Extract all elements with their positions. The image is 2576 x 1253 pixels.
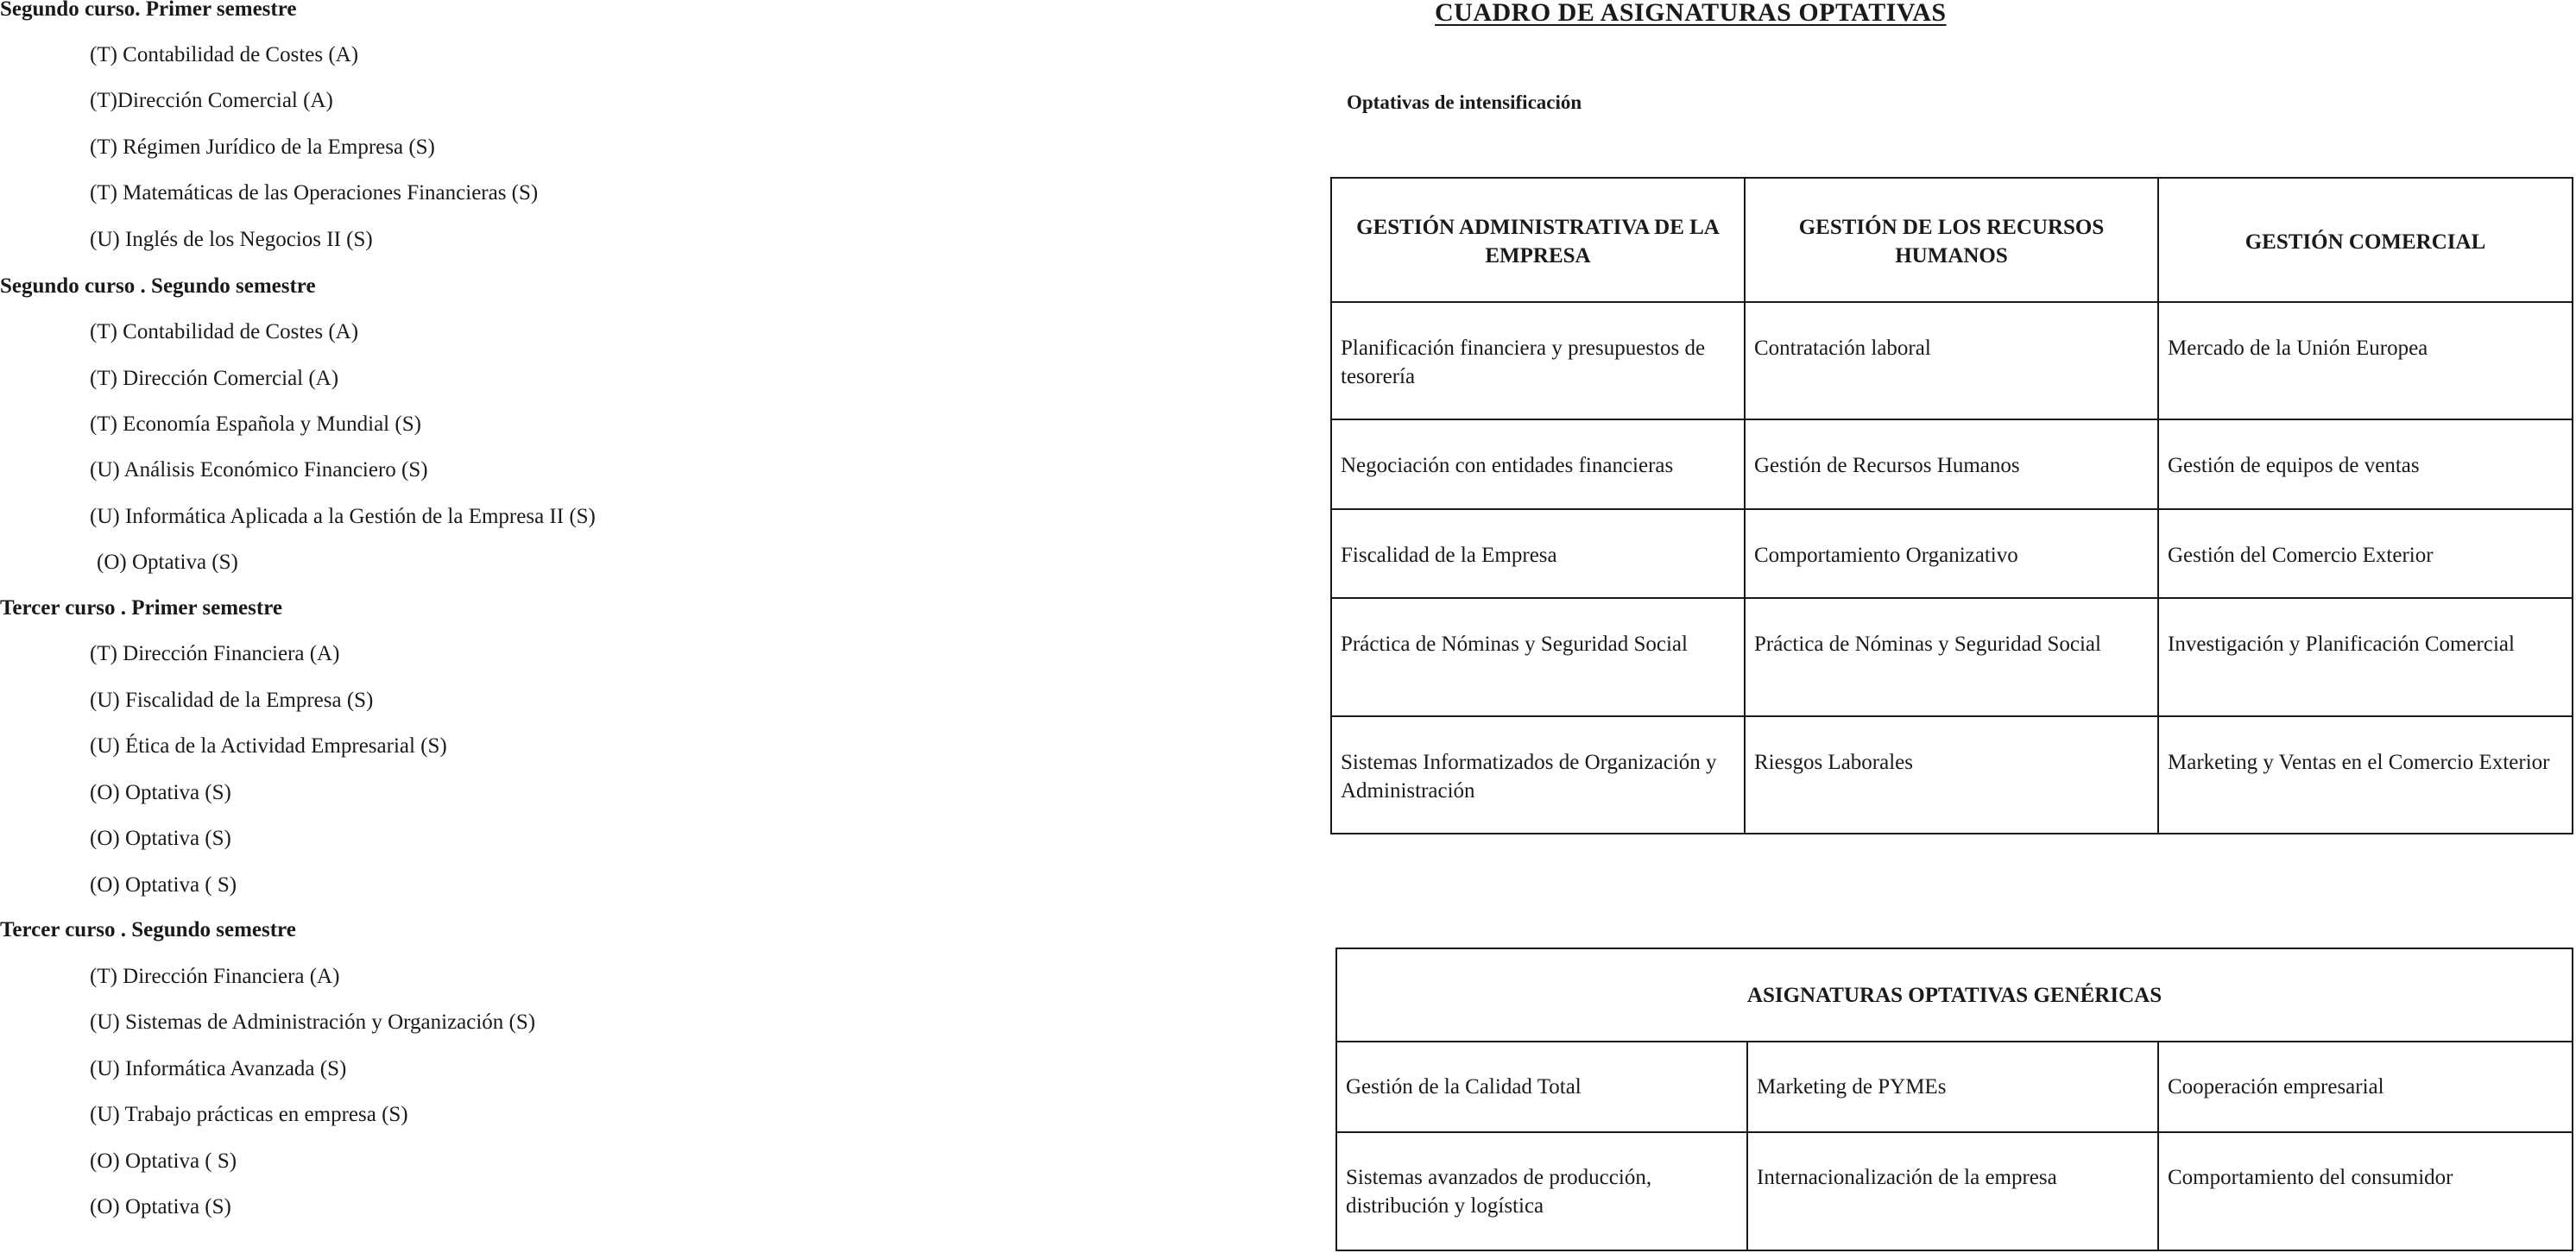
page-title: CUADRO DE ASIGNATURAS OPTATIVAS: [1435, 0, 1947, 27]
table-cell: Gestión de la Calidad Total: [1336, 1042, 1747, 1132]
course-item: (U) Sistemas de Administración y Organización (S): [90, 1011, 536, 1034]
table-row: [1336, 1132, 2573, 1250]
course-item: (U) Inglés de los Negocios II (S): [90, 228, 373, 251]
table-cell: Cooperación empresarial: [2158, 1042, 2573, 1132]
section-heading: Segundo curso . Segundo semestre: [0, 274, 316, 298]
table-cell: Comportamiento Organizativo: [1745, 509, 2158, 598]
course-item: (U) Fiscalidad de la Empresa (S): [90, 689, 374, 712]
intensification-table: [1330, 177, 2573, 834]
course-item: (U) Informática Aplicada a la Gestión de la Empresa II (S): [90, 505, 596, 528]
table-cell: Planificación financiera y presupuestos de tesorería: [1331, 302, 1745, 419]
course-item: (U) Informática Avanzada (S): [90, 1057, 347, 1080]
table-cell: Gestión del Comercio Exterior: [2158, 509, 2573, 598]
table-cell: Gestión de equipos de ventas: [2158, 419, 2573, 509]
course-item: (U) Trabajo prácticas en empresa (S): [90, 1103, 408, 1126]
course-item: (T) Dirección Financiera (A): [90, 642, 340, 665]
table-row: [1331, 598, 2573, 716]
table-cell: Mercado de la Unión Europea: [2158, 302, 2573, 419]
section-heading: Tercer curso . Primer semestre: [0, 596, 282, 620]
course-item: (U) Análisis Económico Financiero (S): [90, 458, 428, 482]
table-cell: Gestión de Recursos Humanos: [1745, 419, 2158, 509]
course-item: (T) Dirección Comercial (A): [90, 367, 339, 390]
table-cell: Sistemas avanzados de producción, distribución y logística: [1336, 1132, 1747, 1250]
course-item: (O) Optativa ( S): [90, 873, 237, 897]
table-cell: Contratación laboral: [1745, 302, 2158, 419]
table-header-row: [1336, 948, 2573, 1042]
table-row: [1331, 716, 2573, 834]
table-header-row: [1331, 178, 2573, 302]
intensification-subheading: Optativas de intensificación: [1347, 91, 1582, 113]
column-header: ASIGNATURAS OPTATIVAS GENÉRICAS: [1336, 948, 2573, 1042]
course-item: (O) Optativa (S): [90, 781, 231, 804]
section-heading: Tercer curso . Segundo semestre: [0, 918, 296, 941]
table-cell: Comportamiento del consumidor: [2158, 1132, 2573, 1250]
table-row: [1331, 302, 2573, 419]
course-item: (O) Optativa (S): [90, 827, 231, 850]
course-item: (O) Optativa (S): [90, 1195, 231, 1218]
table-cell: Riesgos Laborales: [1745, 716, 2158, 834]
table-cell: Marketing de PYMEs: [1747, 1042, 2158, 1132]
course-item: (T) Régimen Jurídico de la Empresa (S): [90, 135, 435, 159]
column-header: GESTIÓN DE LOS RECURSOS HUMANOS: [1745, 178, 2158, 302]
course-item: (T) Economía Española y Mundial (S): [90, 412, 421, 436]
table-cell: Sistemas Informatizados de Organización y Administración: [1331, 716, 1745, 834]
course-item: (U) Ética de la Actividad Empresarial (S): [90, 734, 447, 758]
table-row: [1331, 509, 2573, 598]
table-cell: Internacionalización de la empresa: [1747, 1132, 2158, 1250]
table-cell: Investigación y Planificación Comercial: [2158, 598, 2573, 716]
table-row: [1331, 419, 2573, 509]
section-heading: Segundo curso. Primer semestre: [0, 0, 297, 21]
table-cell: Práctica de Nóminas y Seguridad Social: [1745, 598, 2158, 716]
course-item: (O) Optativa (S): [97, 551, 238, 574]
table-row: [1336, 1042, 2573, 1132]
course-item: (T)Dirección Comercial (A): [90, 89, 333, 112]
course-item: (T) Matemáticas de las Operaciones Financieras (S): [90, 181, 539, 205]
column-header: GESTIÓN COMERCIAL: [2158, 178, 2573, 302]
table-cell: Negociación con entidades financieras: [1331, 419, 1745, 509]
course-item: (T) Contabilidad de Costes (A): [90, 320, 359, 343]
table-cell: Práctica de Nóminas y Seguridad Social: [1331, 598, 1745, 716]
course-item: (T) Contabilidad de Costes (A): [90, 43, 359, 66]
course-item: (O) Optativa ( S): [90, 1149, 237, 1173]
generic-table: [1335, 948, 2573, 1251]
column-header: GESTIÓN ADMINISTRATIVA DE LA EMPRESA: [1331, 178, 1745, 302]
table-cell: Marketing y Ventas en el Comercio Exterior: [2158, 716, 2573, 834]
course-item: (T) Dirección Financiera (A): [90, 965, 340, 988]
table-cell: Fiscalidad de la Empresa: [1331, 509, 1745, 598]
